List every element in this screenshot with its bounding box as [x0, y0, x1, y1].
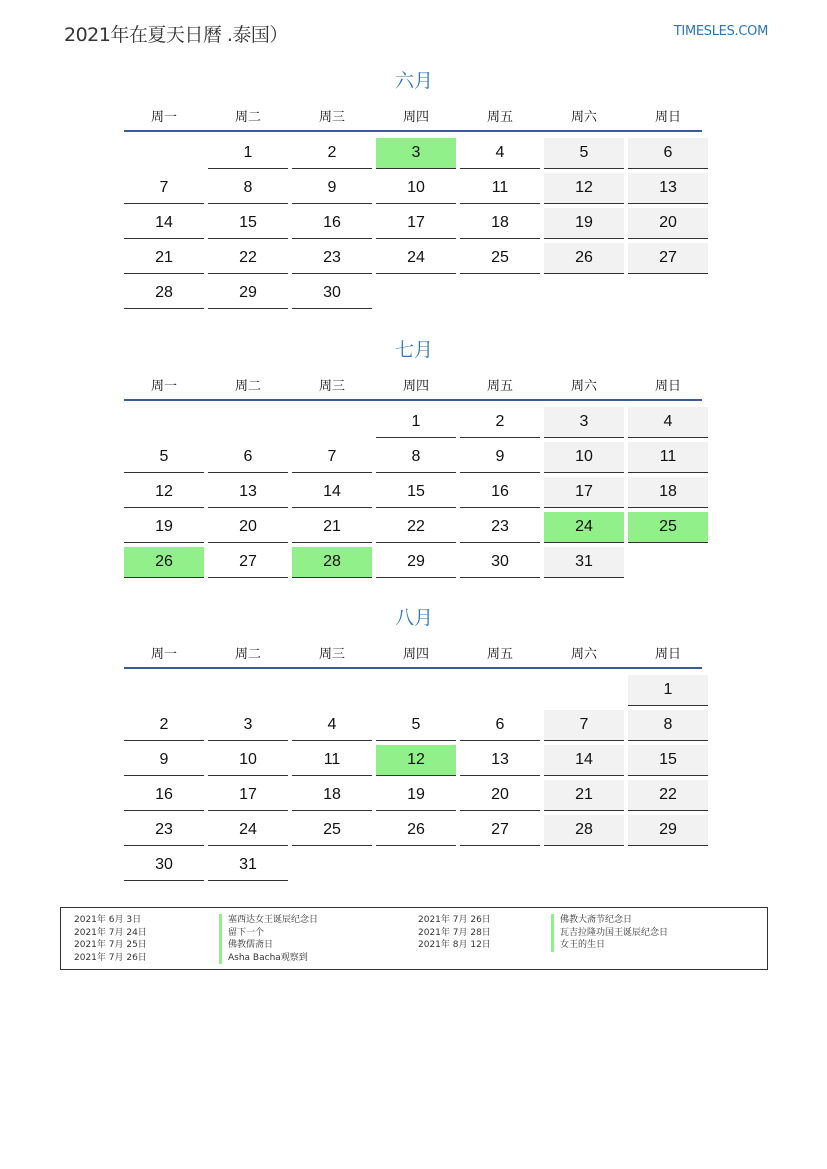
- weekday-label: 周日: [654, 378, 681, 394]
- day-grid: [124, 138, 704, 309]
- weekday-label: 周四: [402, 109, 429, 125]
- legend-dates-right: [418, 914, 491, 952]
- day-cell: 10: [544, 442, 624, 473]
- day-cell: 20: [208, 512, 288, 543]
- weekday-label: 周五: [486, 646, 513, 662]
- empty-day-cell: [460, 850, 540, 880]
- day-cell: 30: [292, 278, 372, 309]
- day-cell: 7: [292, 442, 372, 473]
- weekday-label: 周三: [318, 378, 345, 394]
- month-title: 八月: [394, 607, 433, 629]
- day-cell: 19: [124, 512, 204, 543]
- day-cell: 21: [292, 512, 372, 543]
- day-cell: 31: [208, 850, 288, 881]
- empty-day-cell: [124, 675, 204, 705]
- site-logo[interactable]: TIMESLES.COM: [673, 24, 768, 39]
- weekday-label: 周三: [318, 109, 345, 125]
- legend-holiday-name: 佛教大斋节纪念日: [551, 914, 668, 927]
- day-cell: 8: [208, 173, 288, 204]
- day-cell: 27: [628, 243, 708, 274]
- day-grid: [124, 407, 704, 578]
- day-cell: 14: [292, 477, 372, 508]
- weekday-label: 周日: [654, 109, 681, 125]
- day-cell: 31: [544, 547, 624, 578]
- empty-day-cell: [544, 675, 624, 705]
- day-cell: 15: [208, 208, 288, 239]
- day-cell: 24: [208, 815, 288, 846]
- day-cell: 18: [292, 780, 372, 811]
- day-cell: 17: [544, 477, 624, 508]
- day-cell: 22: [208, 243, 288, 274]
- day-cell: 24: [544, 512, 624, 543]
- day-cell: 13: [208, 477, 288, 508]
- weekday-label: 周三: [318, 646, 345, 662]
- day-cell: 8: [628, 710, 708, 741]
- day-cell: 23: [292, 243, 372, 274]
- day-cell: 14: [124, 208, 204, 239]
- day-cell: 30: [460, 547, 540, 578]
- legend-holiday-name: 瓦吉拉隆功国王诞辰纪念日: [551, 927, 668, 940]
- weekday-label: 周二: [234, 109, 261, 125]
- day-cell: 3: [376, 138, 456, 169]
- month-calendar: [124, 68, 704, 309]
- month-title: 七月: [394, 339, 433, 361]
- day-cell: 10: [208, 745, 288, 776]
- empty-day-cell: [208, 407, 288, 437]
- month-title: 六月: [394, 70, 433, 92]
- day-cell: 9: [292, 173, 372, 204]
- day-cell: 5: [544, 138, 624, 169]
- day-cell: 26: [544, 243, 624, 274]
- empty-day-cell: [376, 278, 456, 308]
- day-cell: 1: [628, 675, 708, 706]
- weekday-label: 周日: [654, 646, 681, 662]
- day-cell: 12: [544, 173, 624, 204]
- day-cell: 28: [544, 815, 624, 846]
- weekday-label: 周六: [570, 646, 597, 662]
- weekday-label: 周一: [150, 109, 177, 125]
- empty-day-cell: [124, 138, 204, 168]
- weekday-label: 周一: [150, 378, 177, 394]
- empty-day-cell: [292, 407, 372, 437]
- weekday-label: 周一: [150, 646, 177, 662]
- day-cell: 15: [628, 745, 708, 776]
- legend-date: 2021年 8月 12日: [418, 940, 491, 950]
- legend-holiday-name: 佛教儒斋日: [219, 939, 318, 952]
- day-cell: 13: [628, 173, 708, 204]
- day-cell: 30: [124, 850, 204, 881]
- day-cell: 22: [376, 512, 456, 543]
- legend-names-right: [551, 914, 668, 952]
- day-cell: 3: [544, 407, 624, 438]
- day-cell: 18: [628, 477, 708, 508]
- day-cell: 1: [208, 138, 288, 169]
- month-calendar: [124, 337, 704, 578]
- day-grid: [124, 675, 704, 881]
- empty-day-cell: [376, 850, 456, 880]
- legend-dates-left: [74, 914, 147, 964]
- weekday-label: 周二: [234, 646, 261, 662]
- empty-day-cell: [628, 850, 708, 880]
- empty-day-cell: [628, 278, 708, 308]
- empty-day-cell: [460, 675, 540, 705]
- day-cell: 16: [292, 208, 372, 239]
- day-cell: 29: [628, 815, 708, 846]
- empty-day-cell: [628, 547, 708, 577]
- day-cell: 4: [460, 138, 540, 169]
- day-cell: 17: [376, 208, 456, 239]
- legend-date: 2021年 7月 24日: [74, 927, 147, 938]
- day-cell: 21: [124, 243, 204, 274]
- day-cell: 6: [628, 138, 708, 169]
- weekday-label: 周六: [570, 378, 597, 394]
- weekday-header: [124, 637, 702, 669]
- day-cell: 23: [460, 512, 540, 543]
- day-cell: 13: [460, 745, 540, 776]
- day-cell: 25: [628, 512, 708, 543]
- day-cell: 9: [460, 442, 540, 473]
- day-cell: 14: [544, 745, 624, 776]
- day-cell: 12: [124, 477, 204, 508]
- day-cell: 28: [124, 278, 204, 309]
- empty-day-cell: [292, 850, 372, 880]
- day-cell: 5: [124, 442, 204, 473]
- empty-day-cell: [292, 675, 372, 705]
- day-cell: 6: [208, 442, 288, 473]
- day-cell: 2: [460, 407, 540, 438]
- day-cell: 6: [460, 710, 540, 741]
- legend-date: 2021年 7月 26日: [418, 915, 491, 925]
- legend-holiday-name: 女王的生日: [551, 939, 668, 952]
- day-cell: 24: [376, 243, 456, 274]
- weekday-header: [124, 100, 702, 132]
- empty-day-cell: [544, 850, 624, 880]
- day-cell: 2: [124, 710, 204, 741]
- day-cell: 11: [460, 173, 540, 204]
- day-cell: 29: [208, 278, 288, 309]
- legend-date: 2021年 7月 25日: [74, 940, 147, 950]
- legend-holiday-name: 塞西达女王诞辰纪念日: [219, 914, 318, 927]
- day-cell: 10: [376, 173, 456, 204]
- day-cell: 16: [460, 477, 540, 508]
- day-cell: 27: [460, 815, 540, 846]
- weekday-label: 周五: [486, 109, 513, 125]
- weekday-label: 周五: [486, 378, 513, 394]
- day-cell: 11: [292, 745, 372, 776]
- day-cell: 21: [544, 780, 624, 811]
- day-cell: 3: [208, 710, 288, 741]
- day-cell: 20: [460, 780, 540, 811]
- legend-date: 2021年 7月 28日: [418, 927, 491, 938]
- legend-date: 2021年 6月 3日: [74, 915, 142, 925]
- day-cell: 19: [544, 208, 624, 239]
- legend-date: 2021年 7月 26日: [74, 952, 147, 963]
- day-cell: 27: [208, 547, 288, 578]
- day-cell: 15: [376, 477, 456, 508]
- holiday-legend: [60, 907, 768, 970]
- day-cell: 26: [376, 815, 456, 846]
- weekday-label: 周四: [402, 378, 429, 394]
- day-cell: 8: [376, 442, 456, 473]
- empty-day-cell: [544, 278, 624, 308]
- day-cell: 23: [124, 815, 204, 846]
- day-cell: 12: [376, 745, 456, 776]
- empty-day-cell: [208, 675, 288, 705]
- empty-day-cell: [460, 278, 540, 308]
- day-cell: 7: [544, 710, 624, 741]
- day-cell: 20: [628, 208, 708, 239]
- month-calendar: [124, 605, 704, 881]
- day-cell: 11: [628, 442, 708, 473]
- day-cell: 1: [376, 407, 456, 438]
- day-cell: 4: [292, 710, 372, 741]
- day-cell: 4: [628, 407, 708, 438]
- day-cell: 28: [292, 547, 372, 578]
- day-cell: 19: [376, 780, 456, 811]
- day-cell: 26: [124, 547, 204, 578]
- day-cell: 25: [292, 815, 372, 846]
- day-cell: 25: [460, 243, 540, 274]
- day-cell: 5: [376, 710, 456, 741]
- weekday-header: [124, 369, 702, 401]
- legend-names-left: [219, 914, 318, 964]
- day-cell: 18: [460, 208, 540, 239]
- empty-day-cell: [376, 675, 456, 705]
- weekday-label: 周四: [402, 646, 429, 662]
- page-title: 2021年在夏天日曆 .泰国）: [64, 24, 288, 46]
- day-cell: 22: [628, 780, 708, 811]
- day-cell: 2: [292, 138, 372, 169]
- legend-holiday-name: 留下一个: [219, 927, 318, 940]
- day-cell: 17: [208, 780, 288, 811]
- weekday-label: 周六: [570, 109, 597, 125]
- day-cell: 9: [124, 745, 204, 776]
- empty-day-cell: [124, 407, 204, 437]
- day-cell: 16: [124, 780, 204, 811]
- day-cell: 7: [124, 173, 204, 204]
- legend-holiday-name: Asha Bacha观察到: [219, 952, 318, 965]
- weekday-label: 周二: [234, 378, 261, 394]
- day-cell: 29: [376, 547, 456, 578]
